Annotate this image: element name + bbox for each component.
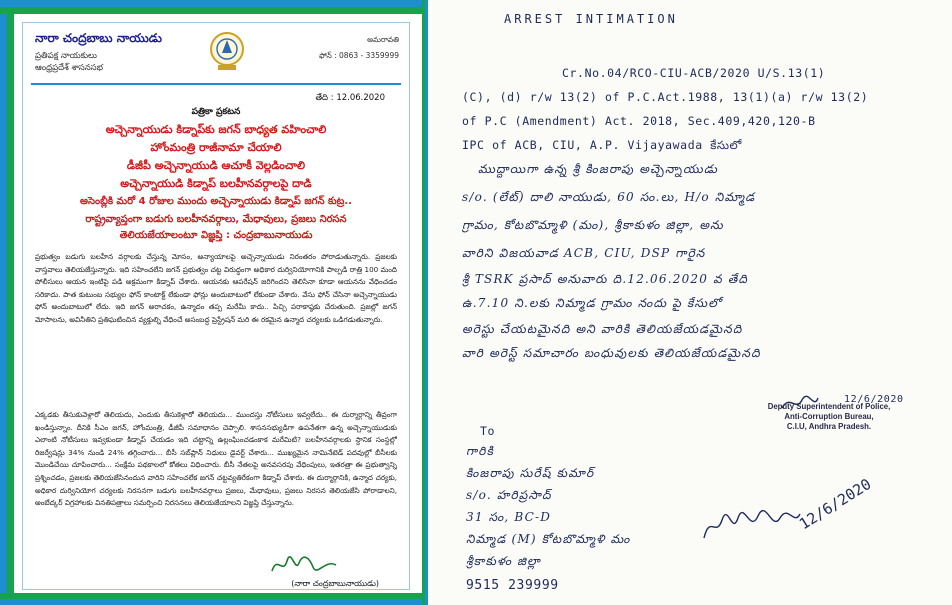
recipient-signature [700,508,804,544]
body-paragraph-1: ప్రభుత్వం బడుగు బలహీన వర్గాలకు చేస్తున్న మోసం, అన్యాయాలపై అచ్చెన్నాయుడు నిరంతరం పోరాడుతున్నారు. ప్రజలకు వాస్తవాలు తెలియజేస్తున్నారు. ఇది సహించలేని జగన్ ప్రభుత్వం చట్ట విరుద్ధంగా అధికార దుర్వినియోగానికి పాల్పడి రాత్రి 100 మంది పోలీసులు ఆయన ఇంటిపై పడి అక్రమంగా కిడ్నాప్ చేశారు. ఆయనకు ఆపరేషన్ జరిగిందని తెలిసినా కూడా ఆయనను వేధించడం సరికాదు. పాత కుటుంబ సభ్యుల ఫోన్ కాంటాక్ట్ లేకుండా ఫోన్లు అందుబాటులో లేకుండా చేశారు. వేసు ఫోన్ చేసినా అచ్చెన్నాయుడు ఫోన్ అందుబాటులో లేదు. ఇది జగన్ అరాచకం, ఉన్మాదం తప్ప మరేమీ కాదు.. పిచ్చి పరాకాష్ఠకు చేరుతుంది. ప్రజల్లో జగన్ మోసాలను, అవినీతిని ప్రతిఘటించిన వ్యక్తుల్ని వేధించే అసంబద్ధ ప్రెస్ట్రేషన్ మరి ఈ రకమైన ఉన్మాద చర్యలకు ఒడిగడుతున్నారు. [35,252,397,324]
receipt-date: 12/6/2020 [796,474,875,534]
note-line: వారిని విజయవాడ ACB, CIU, DSP గారైన [462,246,706,260]
headline: డీజీపీ అచ్చెన్నాయుడి ఆచూకీ వెల్లడించాలి [126,159,306,172]
recipient-phone: 9515 239999 [466,578,559,593]
signatory-name: (నారా చంద్రబాబునాయుడు) [291,579,379,588]
leader-signature [269,553,339,577]
recipient-line: శ్రీకాకుళం జిల్లా [466,554,541,568]
phone-number: ఫోన్ : 0863 - 3359999 [319,51,399,60]
note-line: (C), (d) r/w 13(2) of P.C.Act.1988, 13(1)(a) r/w 13(2) [462,90,869,104]
leader-name: నారా చంద్రబాబు నాయుడు [35,31,162,45]
state-emblem-icon [209,29,245,73]
arrest-intimation-sheet [432,0,952,605]
press-release-panel [0,0,428,605]
stamp-line: Deputy Superintendent of Police, [767,402,891,411]
stamp-line: Anti-Corruption Bureau, [784,412,874,421]
press-release-sheet [22,22,410,590]
header-divider [31,83,401,85]
headline: రాష్ట్రవ్యాప్తంగా బడుగు బలహీనవర్గాలు, మేధావులు, ప్రజలు నిరసన [85,214,347,225]
headline: తెలియజేయాలంటూ విజ్ఞప్తి : చంద్రబాబునాయుడు [119,230,313,241]
location: అమరావతి [367,35,399,44]
border-bottom [0,593,428,605]
note-line: అరెస్టు చేయటమైనది అని వారికి తెలియజేయడమైనది [462,322,743,336]
note-line: s/o. (లేట్) దాలి నాయుడు, 60 సం.లు, H/o నిమ్మాడ [462,190,756,204]
release-date: తేది : 12.06.2020 [315,93,385,103]
recipient-line: నిమ్మాడ (M) కోటబొమ్మాళి మం [466,532,631,546]
leader-title: ప్రతిపక్ష నాయకులు [35,51,97,61]
assembly-name: ఆంధ్రప్రదేశ్ శాసనసభ [35,63,104,73]
headline: హోంమంత్రి రాజీనామా చేయాలి [150,141,282,154]
recipient-line: కింజరాపు సురేష్ కుమార్ [466,466,595,480]
arrest-title: ARREST INTIMATION [504,12,678,26]
note-line: గ్రామం, కోటబొమ్మాళి (మం), శ్రీకాకుళం జిల్లా, అను [462,218,724,232]
note-line: వారి అరెస్ట్ సమాచారం బంధువులకు తెలియజేయడమైనది [462,346,761,360]
officer-stamp [754,402,904,432]
press-release-label: పత్రికా ప్రకటన [191,107,241,117]
recipient-line: గారికి [466,444,495,458]
note-line: శ్రీ TSRK ప్రసాద్ అనువారు ది.12.06.2020 వ తేది [462,272,749,286]
recipient-line: s/o. హరిప్రసాద్ [466,488,552,502]
stamp-signature-date: 12/6/2020 [844,394,904,405]
note-line: IPC of ACB, CIU, A.P. Vijayawada కేసులో [462,138,742,152]
stamp-line: C.I.U, Andhra Pradesh. [786,422,872,431]
note-line: ఉ.7.10 ని.లకు నిమ్మాడ గ్రామం నందు పై కేసులో [462,296,722,310]
note-line: Cr.No.04/RCO-CIU-ACB/2020 U/S.13(1) [562,66,826,80]
to-label: To [480,424,496,438]
note-line: ముద్దాయిగా ఉన్న శ్రీ కింజరాపు అచ్చెన్నాయుడు [478,162,719,176]
note-line: of P.C (Amendment) Act. 2018, Sec.409,420,120-B [462,114,816,128]
body-paragraph-2: ఎక్కడకు తీసుకువెళ్లారో తెలియదు, ఎందుకు తీసుకెళ్లారో తెలియదు... ముందస్తు నోటీసులు ఇవ్వలేదు.. ఈ దుర్మార్గాన్ని తీవ్రంగా ఖండిస్తున్నాం. దీనికి సీఎం జగన్, హోంమంత్రి, డీజీపీ సమాధానం చెప్పాలి. శాసనసభ్యుడిగా ఉపనేతగా ఉన్న అచ్చెన్నాయుడుకు ఎలాంటి నోటీసులు ఇవ్వకుండా కిడ్నాప్ చేయడం ఇది చట్టాన్ని ఉల్లంఘించడంకాక మరేమిటి? బలహీనవర్గాలకు స్థానిక సంస్థల్లో రిజర్వేషన్లు 34% నుండి 24% తగ్గించారు... బీసీ సబ్‌ప్లాన్ నిధులు డైవర్ట్ చేశారు... ముఖ్యమైన నామినేటెడ్ పదవుల్లో బీసీలకు మొండిచేయి చూపించారు... సంక్షేమ పథకాలలో కోతలు విధించారు. బీసీ నేతలపై అనవసరపు వేధింపులు, ఇతరత్రా ఈ ప్రభుత్వాన్ని ప్రశ్నించడం, ప్రజలకు తెలియజేసినందున వారిని సహించలేక జగన్ చట్టవ్యతిరేకంగా కిడ్నాప్ చేశారు. ఈ దుర్మార్గానికి, ఉన్మాద చర్యకు, అధికార దుర్వినియోగ చర్యలకు నిరసనగా బడుగు బలహీనవర్గాలు ప్రజలు, మేధావులు, ప్రజలు నిరసన తెలియజేసి పోరాడాలని, అంబేద్కర్ విగ్రహాలకు వినతిపత్రాలు సమర్పించి నిరసనలు తెలియజేయాలని విజ్ఞప్తి చేస్తున్నాను. [35,410,397,508]
headline: అచ్చెన్నాయుడు కిడ్నాప్‌కు జగన్ బాధ్యత వహించాలి [105,123,327,136]
headline: అచ్చెన్నాయుడి కిడ్నాప్ బలహీనవర్గాలపై దాడి [120,177,312,190]
border-top [0,0,428,14]
headline: అసెంబ్లీకి మరో 4 రోజుల ముందు అచ్చెన్నాయుడు కిడ్నాప్ జగన్ కుట్ర.. [80,196,352,207]
recipient-line: 31 సం, BC-D [466,510,552,524]
